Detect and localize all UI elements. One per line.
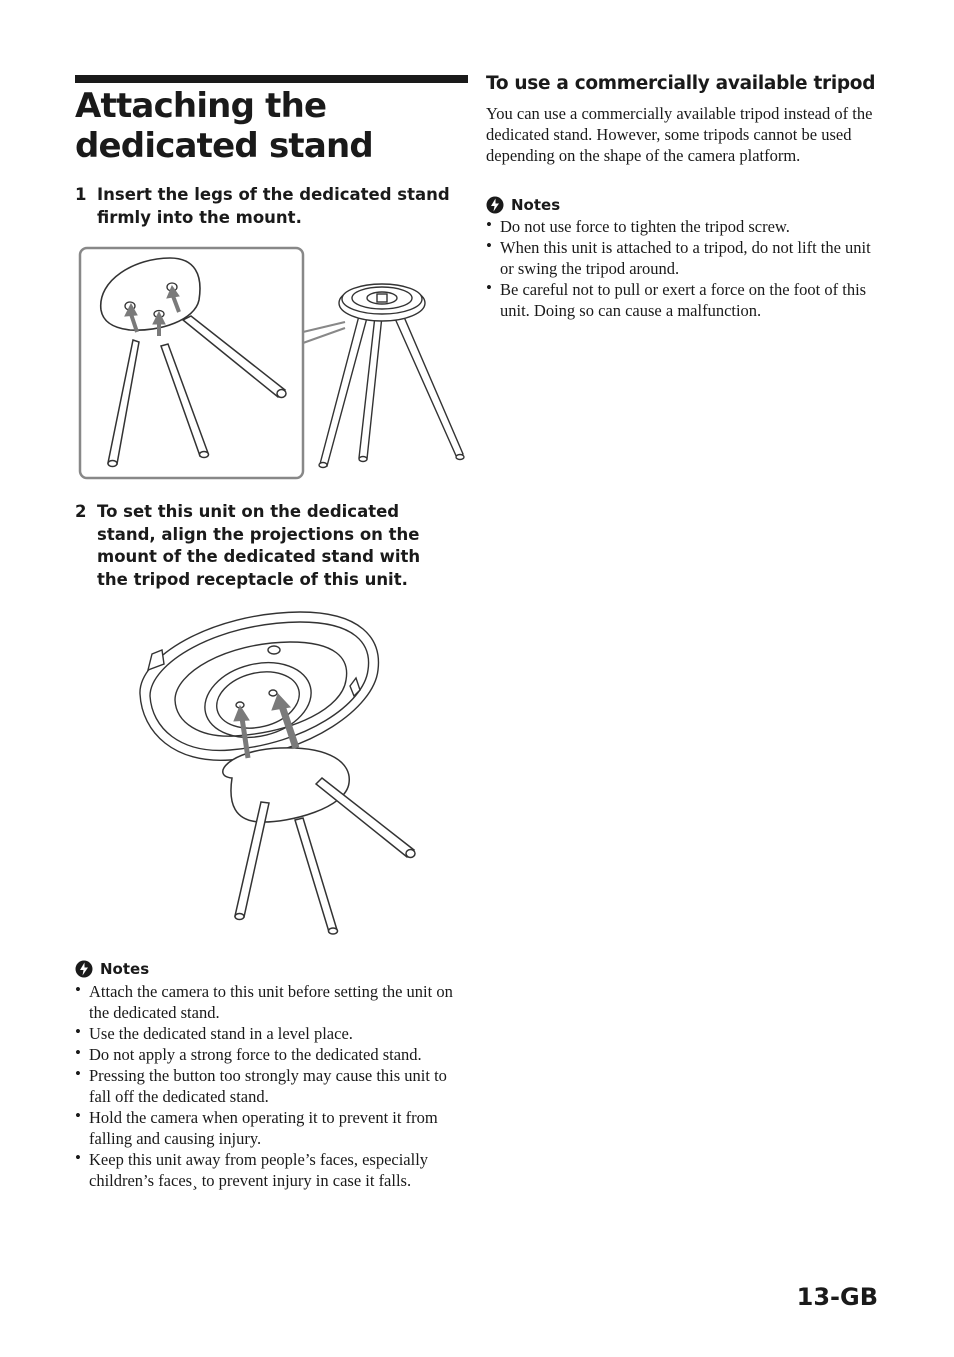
notes-heading-text: Notes [100, 960, 150, 978]
list-item: • Pressing the button too strongly may cause this unit to fall off the dedicated stand. [75, 1065, 470, 1107]
notes-heading-text: Notes [511, 196, 561, 214]
step-2 [75, 501, 455, 591]
tripod-heading: To use a commercially available tripod [486, 73, 876, 94]
list-item: • Hold the camera when operating it to prevent it from falling and causing injury. [75, 1107, 470, 1149]
step-text: To set this unit on the dedicated stand, align the projections on the mount of the dedicated stand with the tripod receptacle of this unit. [97, 502, 421, 589]
list-item: • Keep this unit away from people’s faces, especially children’s faces¸ to prevent injury in case it falls. [75, 1149, 470, 1191]
tripod-paragraph: You can use a commercially available tripod instead of the dedicated stand. However, some tripods cannot be used depending on the shape of the camera platform. [486, 104, 873, 165]
notes-list-left [75, 981, 470, 1191]
list-item: • Attach the camera to this unit before setting the unit on the dedicated stand. [75, 981, 470, 1023]
notes-heading-right [486, 195, 560, 215]
list-item: • Do not apply a strong force to the dedicated stand. [75, 1044, 470, 1065]
notes-list-right [486, 216, 878, 321]
unit-on-stand-illustration [130, 608, 430, 943]
notes-heading-left [75, 959, 149, 979]
step-number: 1 [75, 185, 87, 204]
page-number: 13-GB [796, 1283, 878, 1311]
step-number: 2 [75, 502, 87, 521]
title-rule [75, 75, 468, 83]
caution-icon [486, 196, 504, 214]
list-item: • Use the dedicated stand in a level place. [75, 1023, 470, 1044]
caution-icon [75, 960, 93, 978]
stand-legs-assembly-illustration [75, 240, 475, 490]
step-text: Insert the legs of the dedicated stand firmly into the mount. [97, 185, 450, 227]
step-1 [75, 184, 455, 229]
page-title: Attaching the dedicated stand [75, 86, 373, 166]
list-item: • Be careful not to pull or exert a force on the foot of this unit. Doing so can cause a malfunction. [486, 279, 878, 321]
list-item: • When this unit is attached to a tripod, do not lift the unit or swing the tripod around. [486, 237, 878, 279]
list-item: • Do not use force to tighten the tripod screw. [486, 216, 878, 237]
